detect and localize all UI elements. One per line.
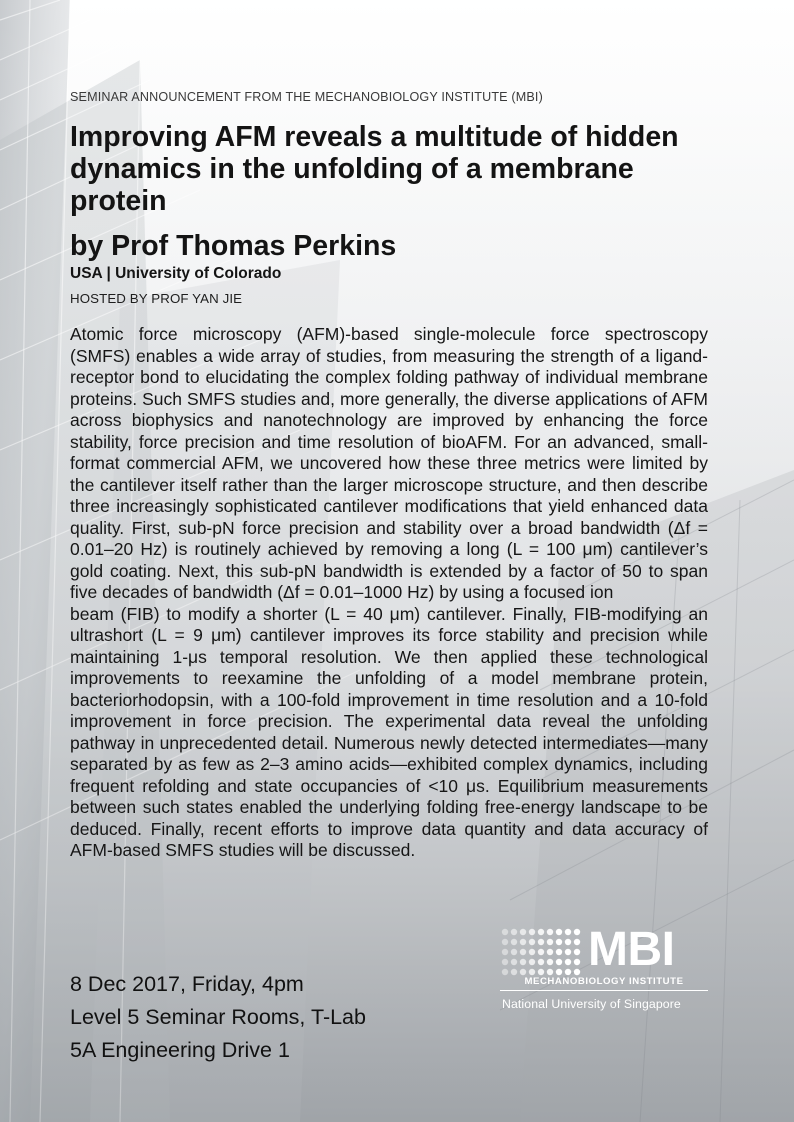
abstract (70, 324, 708, 862)
logo-institute-name: MECHANOBIOLOGY INSTITUTE (524, 976, 684, 987)
event-venue: Level 5 Seminar Rooms, T-Lab (70, 1005, 366, 1029)
event-date: 8 Dec 2017, Friday, 4pm (70, 972, 304, 996)
speaker-affiliation: USA | University of Colorado (70, 265, 282, 282)
event-details (70, 968, 366, 1067)
logo-acronym: MBI (588, 923, 675, 976)
announcement-kicker: SEMINAR ANNOUNCEMENT FROM THE MECHANOBIOLOGY INSTITUTE (MBI) (70, 90, 543, 104)
seminar-title: Improving AFM reveals a multitude of hidden dynamics in the unfolding of a membrane protein (70, 121, 679, 217)
logo-university: National University of Singapore (502, 997, 681, 1011)
event-address: 5A Engineering Drive 1 (70, 1038, 290, 1062)
dot-grid-icon (500, 926, 586, 978)
logo-divider (500, 990, 708, 991)
abstract-paragraph-1: Atomic force microscopy (AFM)-based single-molecule force spectroscopy (SMFS) enables a wide array of studies, from measuring the strength of a ligand-receptor bond to elucidating the complex folding pathway of individual membrane proteins. Such SMFS studies and, more generally, the diverse applications of AFM across biophysics and nanotechnology are improved by enhancing the force stability, force precision and time resolution of bioAFM. For an advanced, small-format commercial AFM, we uncovered how these three metrics were limited by the cantilever itself rather than the larger microscope structure, and then describe three increasingly sophisticated cantilever modifications that yield enhanced data quality. First, sub-pN force precision and stability over a broad bandwidth (Δf = 0.01–20 Hz) is routinely achieved by removing a long (L = 100 μm) cantilever’s gold coating. Next, this sub-pN bandwidth is extended by a factor of 50 to span five decades of bandwidth (Δf = 0.01–1000 Hz) by using a focused ion (70, 324, 708, 602)
abstract-paragraph-2: beam (FIB) to modify a shorter (L = 40 μm) cantilever. Finally, FIB-modifying an ultrashort (L = 9 μm) cantilever improves its force stability and precision while maintaining 1-μs temporal resolution. We then applied these technological improvements to reexamine the unfolding of a model membrane protein, bacteriorhodopsin, with a 100-fold improvement in time resolution and a 10-fold improvement in force precision. The experimental data reveal the unfolding pathway in unprecedented detail. Numerous newly detected intermediates—many separated by as few as 2–3 amino acids—exhibited complex dynamics, including frequent refolding and state occupancies of <10 μs. Equilibrium measurements between such states enabled the underlying folding free-energy landscape to be deduced. Finally, recent efforts to improve data quantity and data accuracy of AFM-based SMFS studies will be discussed. (70, 603, 708, 860)
speaker-name: by Prof Thomas Perkins (70, 230, 397, 262)
mbi-logo (500, 922, 710, 1022)
host-line: HOSTED BY PROF YAN JIE (70, 291, 243, 306)
